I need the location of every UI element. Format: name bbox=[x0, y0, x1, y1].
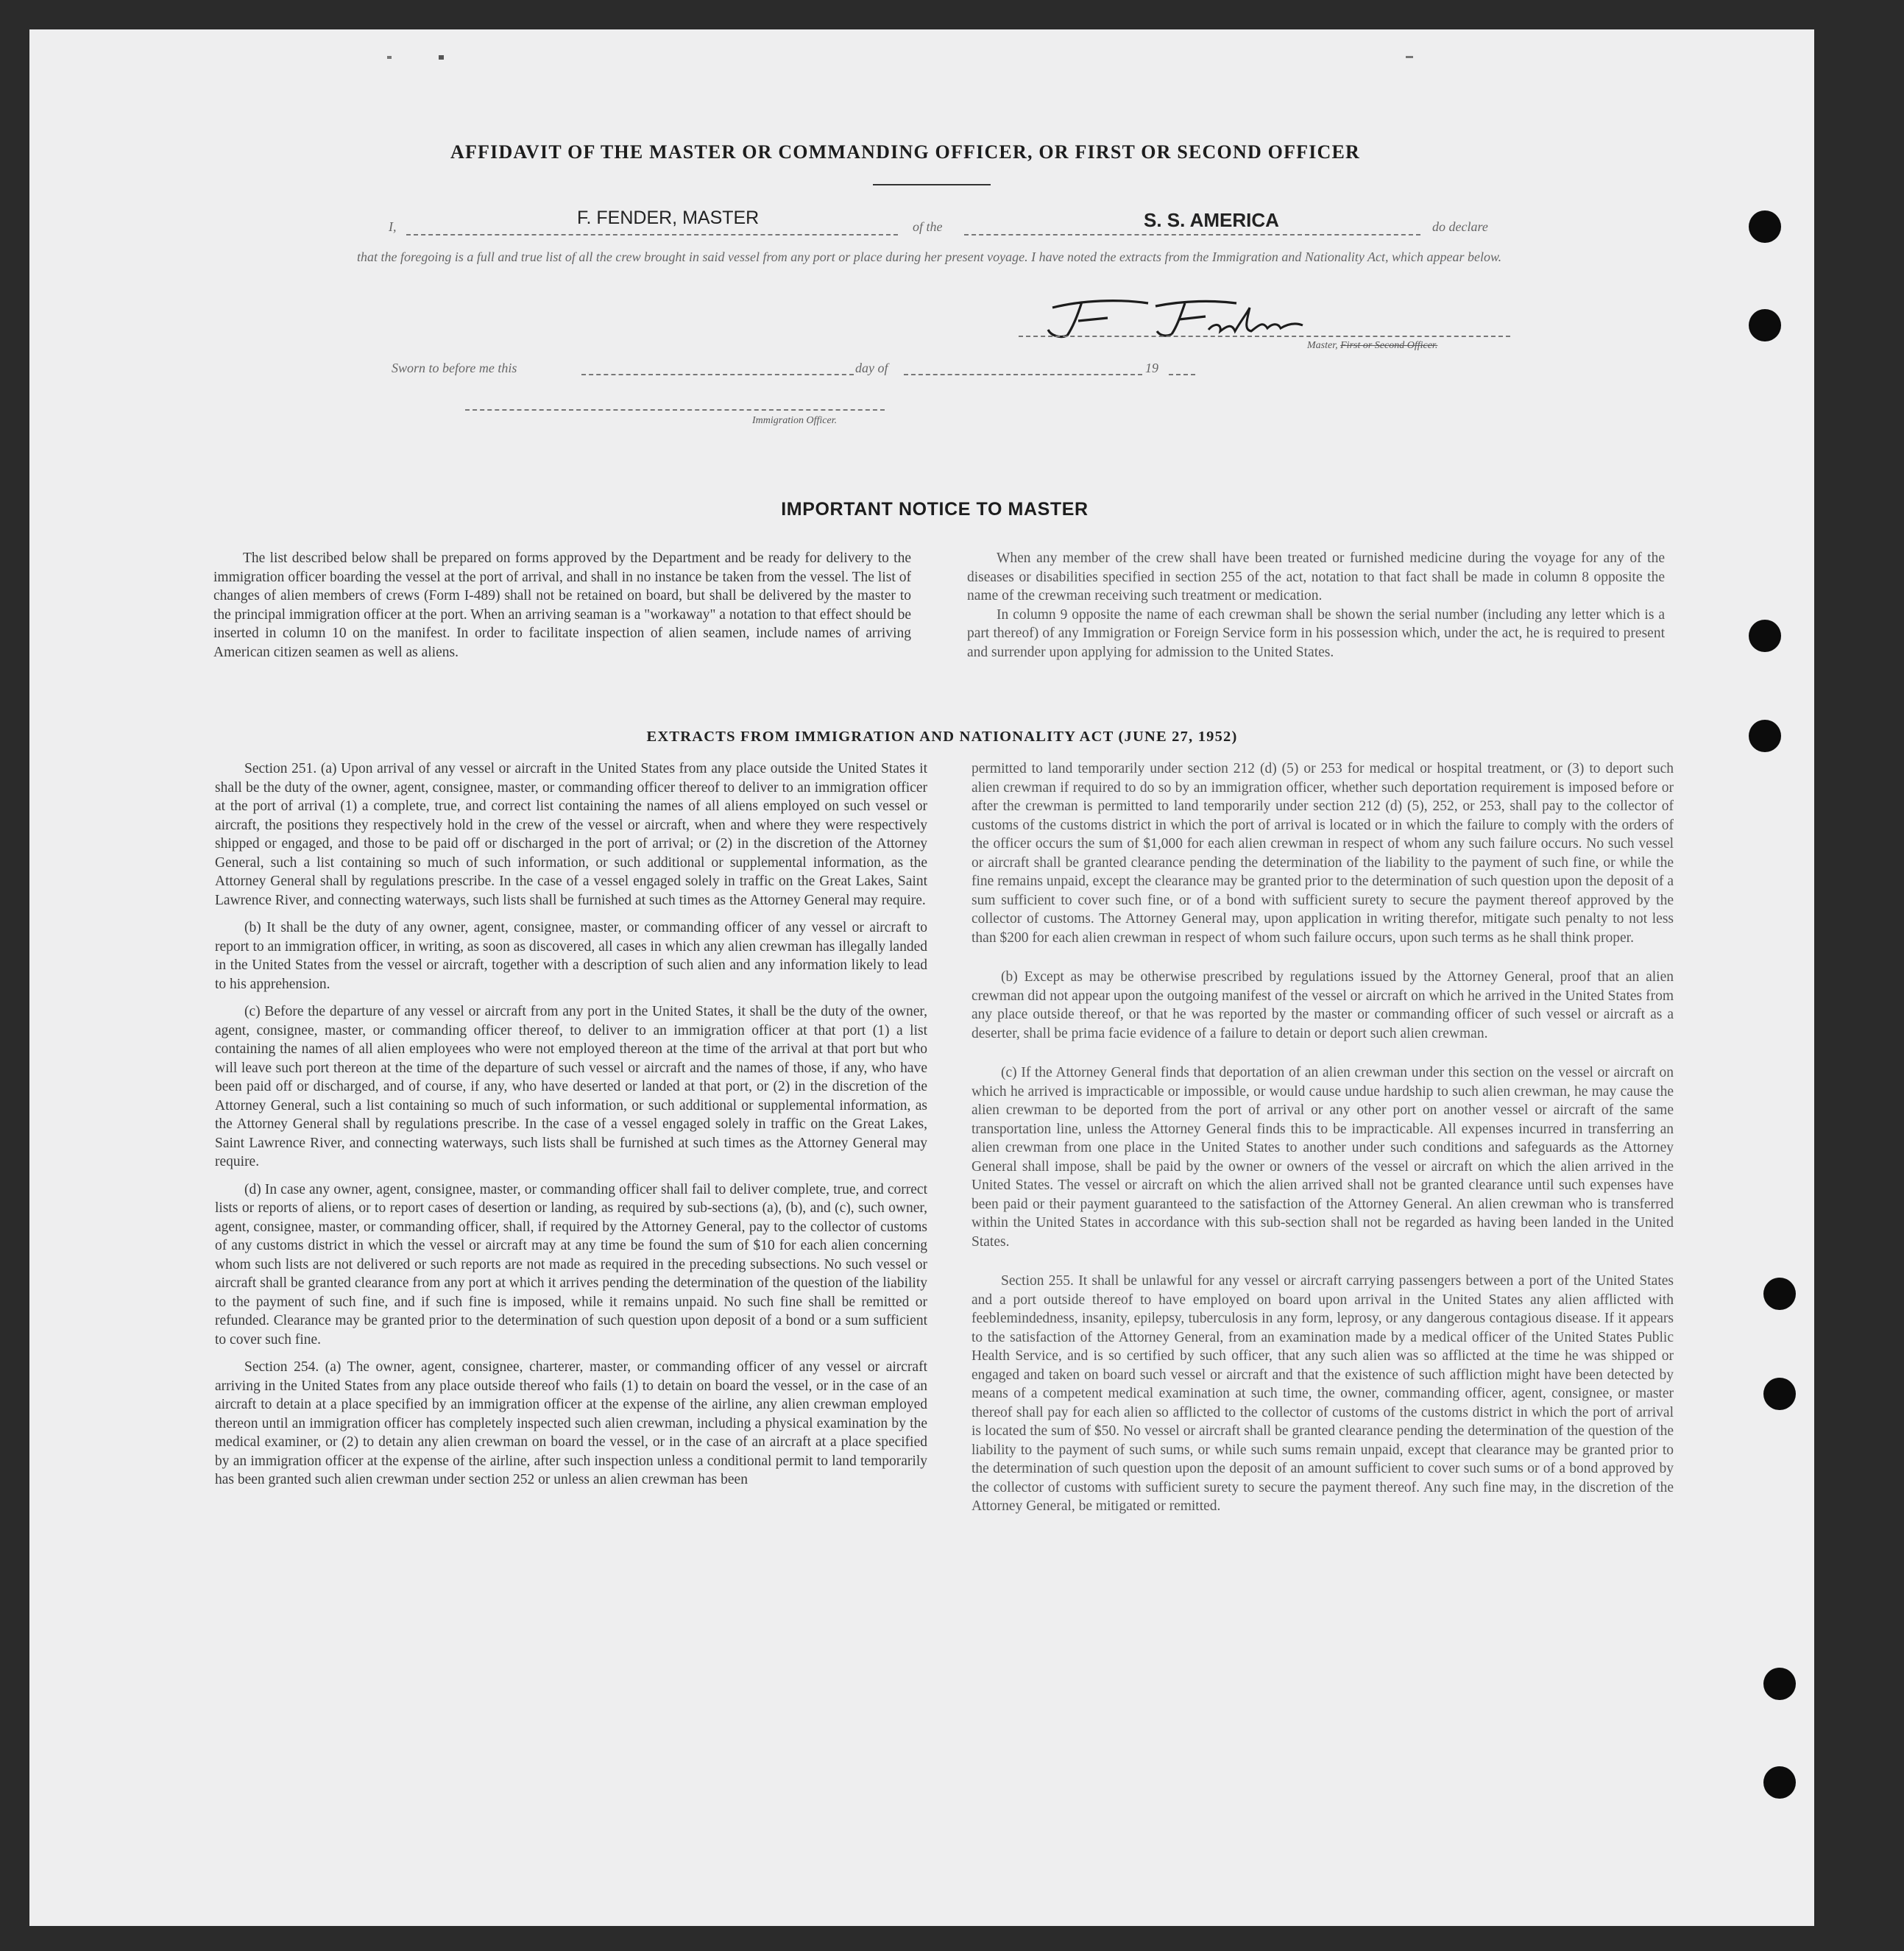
signature-line bbox=[1019, 336, 1510, 337]
vessel-name-field: S. S. AMERICA bbox=[1144, 209, 1279, 231]
section-251-b: (b) It shall be the duty of any owner, agent, consignee, master, or commanding officer of any vessel or aircraft to report to an immigration officer, in writing, as soon as discovered, all cases in which any alien crewman has illegally landed in the United States from the vessel or aircraft, together with a description of such alien and any information likely to lead to his apprehension. bbox=[215, 920, 927, 992]
punch-hole bbox=[1749, 620, 1781, 652]
signature-title: Master, bbox=[1307, 340, 1341, 351]
notice-title: IMPORTANT NOTICE TO MASTER bbox=[781, 499, 1089, 520]
year-line bbox=[1169, 374, 1195, 375]
stray-mark bbox=[439, 55, 444, 60]
year-label: 19 bbox=[1145, 361, 1158, 375]
punch-hole bbox=[1763, 1378, 1796, 1410]
section-254-b: (b) Except as may be otherwise prescribed by regulations issued by the Attorney General, proof that an alien crewman did not appear upon the outgoing manifest of the vessel or aircraft on which he arrived in the United States from any place outside thereof, or that he was reported by the master or commanding officer of such vessel or aircraft as a deserter, shall be prima facie evidence of a failure to detain or deport such alien crewman. bbox=[972, 969, 1674, 1041]
of-the-label: of the bbox=[913, 219, 943, 234]
master-name-field: F. FENDER, MASTER bbox=[577, 208, 760, 228]
vessel-field-line bbox=[964, 234, 1420, 236]
section-251-c: (c) Before the departure of any vessel or aircraft from any port in the United States, it shall be the duty of the owner, agent, consignee, master, or commanding officer thereof, to deliver to an immigration officer at that port (1) a list containing the names of all alien employees who were not employed thereon at the time of the arrival at that port but who will leave such port thereon at the time of the departure of such vessel or aircraft and the names of those, if any, who have been paid off or discharged, and of course, if any, who have deserted or landed at that port, or (2) in the discretion of the Attorney General, such a list containing so much of such information, or such additional or supplemental information, as the Attorney General shall by regulations prescribe. In the case of a vessel engaged solely in traffic on the Great Lakes, Saint Lawrence River, and connecting waterways, such lists shall be furnished at such times as the Attorney General may require. bbox=[215, 1004, 927, 1169]
name-field-line bbox=[406, 234, 898, 236]
struck-officer-title: First or Second Officer. bbox=[1340, 340, 1438, 351]
notice-right-paragraph-2: In column 9 opposite the name of each crewman shall be shown the serial number (including any letter which is a part thereof) of any Immigration or Foreign Service form in his possession which, under the act, he is required to present and surrender upon applying for admission to the United States. bbox=[967, 606, 1665, 660]
do-declare-label: do declare bbox=[1432, 219, 1488, 234]
punch-hole bbox=[1749, 210, 1781, 243]
punch-hole bbox=[1763, 1668, 1796, 1700]
signature-label bbox=[1307, 340, 1437, 352]
punch-hole bbox=[1763, 1278, 1796, 1310]
sworn-month-line bbox=[904, 374, 1142, 375]
day-of-label: day of bbox=[855, 361, 888, 375]
section-254-a: Section 254. (a) The owner, agent, consignee, charterer, master, or commanding officer of any vessel or aircraft arriving in the United States from any place outside thereof who fails (1) to detain on board the vessel, or in the case of an aircraft to detain at a place specified by an immigration officer at the expense of the airline, any alien crewman employed thereon until an immigration officer has completely inspected such alien crewman, including a physical examination by the medical examiner, or (2) to detain any alien crewman on board the vessel, or in the case of an aircraft at a place specified by an immigration officer at the expense of the airline, after such inspection unless a conditional permit to land temporarily has been granted such alien crewman under section 252 or unless an alien crewman has been bbox=[215, 1359, 927, 1487]
declaration-body: that the foregoing is a full and true list of all the crew brought in said vessel from any port or place during her present voyage. I have noted the extracts from the Immigration and Nationality Act, which appear below. bbox=[357, 249, 1502, 264]
extracts-title: EXTRACTS FROM IMMIGRATION AND NATIONALITY ACT (JUNE 27, 1952) bbox=[646, 729, 1238, 745]
notice-right-paragraph-1: When any member of the crew shall have been treated or furnished medicine during the voyage for any of the diseases or disabilities specified in section 255 of the act, notation to that fact shall be made in column 8 opposite the name of the crewman receiving such treatment or medication. bbox=[967, 550, 1665, 603]
stray-mark bbox=[387, 56, 392, 59]
notice-left-column bbox=[213, 549, 911, 662]
section-254-a-continued: permitted to land temporarily under section 212 (d) (5) or 253 for medical or hospital treatment, or (3) to deport such alien crewman if required to do so by an immigration officer, whether such deportation requirement is imposed before or after the crewman is permitted to land temporarily under section 212 (d) (5), 252, or 253, shall pay to the collector of customs of the customs district in which the port of arrival is located or in which the failure to comply with the orders of the officer occurs the sum of $1,000 for each alien crewman in respect of whom any such failure occurs. No such vessel or aircraft shall be granted clearance pending the determination of the liability to the payment of such fine, or while the fine remains unpaid, except the clearance may be granted prior to the determination of such question upon the deposit of a sum sufficient to cover such fine, or of a bond with sufficient surety to secure the payment thereof approved by the collector of customs. The Attorney General may, upon application in writing therefor, mitigate such penalty to not less than $200 for each alien crewman in respect of whom such failure occurs, upon such terms as he shall think proper. bbox=[972, 761, 1674, 946]
section-255: Section 255. It shall be unlawful for any vessel or aircraft carrying passengers between a port of the United States and a port outside thereof to have employed on board upon arrival in the United States any alien afflicted with feeblemindedness, insanity, epilepsy, tuberculosis in any form, leprosy, or any dangerous contagious disease. If it appears to the satisfaction of the Attorney General, from an examination made by a medical officer of the United States Public Health Service, and is so certified by such officer, that any such alien was so afflicted at the time he was shipped or engaged and taken on board such vessel or aircraft and that the existence of such affliction might have been detected by means of a competent medical examination at such time, the owner, commanding officer, agent, consignee, or master thereof shall pay for each alien so afflicted to the collector of customs of the customs district in which the port of arrival is located the sum of $50. No vessel or aircraft shall be granted clearance pending the determination of the question of the liability to the payment of such sums, or while such sums remain unpaid, except that clearance may be granted prior to the determination of such question upon the deposit of an amount sufficient to cover such sums or of a bond approved by the collector of customs with sufficient surety to secure the payment thereof. Any such fine may, in the discretion of the Attorney General, be mitigated or remitted. bbox=[972, 1273, 1674, 1514]
punch-hole bbox=[1749, 309, 1781, 341]
title-underline bbox=[873, 184, 991, 185]
immigration-officer-label: Immigration Officer. bbox=[752, 415, 838, 426]
section-251-a: Section 251. (a) Upon arrival of any vessel or aircraft in the United States from any place outside the United States it shall be the duty of the owner, agent, consignee, master, or commanding officer thereof to deliver to an immigration officer at the port of arrival (1) a complete, true, and correct list containing the names of all aliens employed on such vessel or aircraft, the positions they respectively hold in the crew of the vessel or aircraft, when and where they were respectively shipped or engaged, and those to be paid off or discharged in the port of arrival; or (2) in the discretion of the Attorney General, such a list containing so much of such information, or such additional or supplemental information, as the Attorney General shall by regulations prescribe. In the case of a vessel engaged solely in traffic on the Great Lakes, Saint Lawrence River, and connecting waterways, such lists shall be furnished at such times as the Attorney General may require. bbox=[215, 761, 927, 908]
affidavit-title: AFFIDAVIT OF THE MASTER OR COMMANDING OFFICER, OR FIRST OR SECOND OFFICER bbox=[450, 141, 1361, 163]
extracts-right-column bbox=[972, 759, 1674, 1525]
section-254-c: (c) If the Attorney General finds that deportation of an alien crewman under this section on the vessel or aircraft on which he arrived is impracticable or impossible, or would cause undue hardship to such alien crewman, he may cause the alien crewman to be deported from the port of arrival or any other port on another vessel or aircraft of the same transportation line, unless the Attorney General finds this to be impracticable. All expenses incurred in transferring an alien crewman from one place in the United States to another under such conditions and safeguards as the Attorney General shall impose, shall be paid by the owner or owners of the vessel or aircraft on which the alien arrived in the United States. The vessel or aircraft on which the alien arrived shall not be granted clearance until such expenses have been paid or their payment guaranteed to the satisfaction of the Attorney General. An alien crewman who is transferred within the United States in accordance with this sub-section shall not be regarded as having been landed in the United States. bbox=[972, 1065, 1674, 1250]
punch-hole bbox=[1763, 1766, 1796, 1799]
stray-mark bbox=[1406, 56, 1413, 58]
notice-left-paragraph: The list described below shall be prepared on forms approved by the Department and be ready for delivery to the immigration officer boarding the vessel at the port of arrival, and shall in no instance be taken from the vessel. The list of changes of alien members of crews (Form I-489) shall not be retained on board, but shall be delivered by the master to the principal immigration officer at the port. When an arriving seaman is a "workaway" a notation to that effect should be inserted in column 10 on the manifest. In order to facilitate inspection of alien seamen, include names of arriving American citizen seamen as well as aliens. bbox=[213, 550, 911, 660]
section-251-d: (d) In case any owner, agent, consignee, master, or commanding officer shall fail to deliver complete, true, and correct lists or reports of aliens, or to report cases of desertion or landing, as required by sub-sections (a), (b), and (c), such owner, agent, consignee, master, or commanding officer, shall, if required by the Attorney General, pay to the collector of customs of any customs district in which the vessel or aircraft may at any time be found the sum of $10 for each alien concerning whom such lists are not delivered or such reports are not made as required in the preceding subsections. No such vessel or aircraft shall be granted clearance from any port at which it arrives pending the determination of the question of the liability to the payment of such fine, and if such fine is imposed, while it remains unpaid. No such fine shall be remitted or refunded. Clearance may be granted prior to the determination of such question upon deposit of a bond or a sum sufficient to cover such fine. bbox=[215, 1181, 927, 1348]
immigration-officer-line bbox=[465, 409, 885, 411]
declaration-prefix: I, bbox=[389, 219, 397, 234]
sworn-label: Sworn to before me this bbox=[392, 361, 517, 375]
sworn-day-line bbox=[581, 374, 854, 375]
extracts-left-column bbox=[215, 759, 927, 1498]
notice-right-column bbox=[967, 549, 1665, 662]
